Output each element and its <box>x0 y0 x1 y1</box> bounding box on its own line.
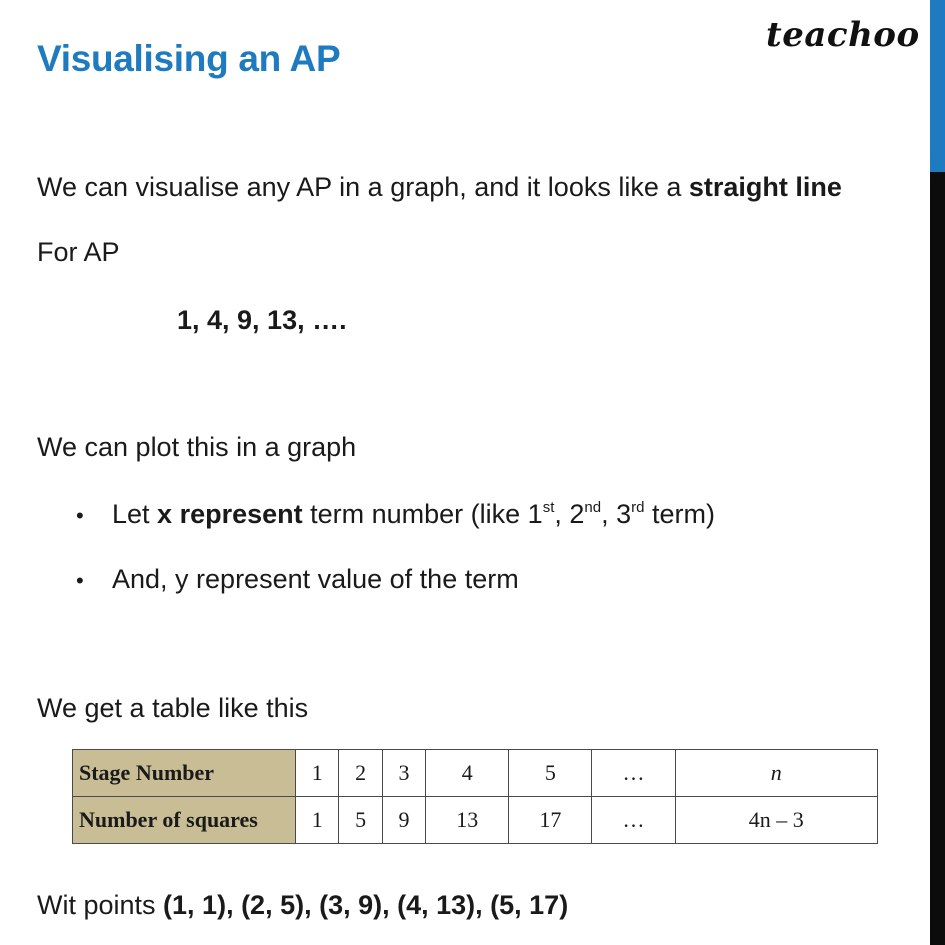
bullet-x-sep2: , 3 <box>601 499 632 529</box>
bullet-x-rest: term number (like 1 <box>302 499 543 529</box>
table-cell: 5 <box>339 797 382 844</box>
table-cell: 1 <box>296 750 339 797</box>
intro-text: We can visualise any AP in a graph, and it looks like a <box>37 172 689 202</box>
intro-paragraph <box>37 172 842 203</box>
table-row-header: Stage Number <box>73 750 296 797</box>
table-row <box>73 750 878 797</box>
bullet-dot: • <box>76 568 84 593</box>
table-cell: 1 <box>296 797 339 844</box>
points-line <box>37 890 568 921</box>
scrollbar-track[interactable] <box>930 0 945 945</box>
bullet-item-y: And, y represent value of the term <box>112 564 519 594</box>
table-cell: 17 <box>509 797 592 844</box>
points-label: Wit points <box>37 890 164 920</box>
table-cell: … <box>592 750 675 797</box>
teachoo-logo: teachoo <box>766 15 920 55</box>
scrollbar-thumb[interactable] <box>930 0 945 172</box>
ordinal-st: st <box>542 499 555 516</box>
ordinal-rd: rd <box>631 499 645 516</box>
table-cell: n <box>675 750 877 797</box>
terms-table <box>72 749 878 844</box>
table-cell: … <box>592 797 675 844</box>
bullet-dot: • <box>76 503 84 528</box>
plot-intro: We can plot this in a graph <box>37 432 357 462</box>
table-cell: 3 <box>382 750 425 797</box>
table-cell: 4 <box>426 750 509 797</box>
table-cell: 2 <box>339 750 382 797</box>
bullet-x-bold: x represent <box>157 499 303 529</box>
points-values: (1, 1), (2, 5), (3, 9), (4, 13), (5, 17) <box>163 890 569 920</box>
page-title: Visualising an AP <box>37 38 341 79</box>
for-ap-label: For AP <box>37 237 120 267</box>
table-cell: 13 <box>426 797 509 844</box>
table-row <box>73 797 878 844</box>
bullet-x-end: term) <box>644 499 715 529</box>
ordinal-nd: nd <box>584 499 602 516</box>
intro-emphasis: straight line <box>688 172 842 202</box>
bullet-x-prefix: Let <box>112 499 158 529</box>
bullet-x-sep1: , 2 <box>554 499 585 529</box>
table-cell: 5 <box>509 750 592 797</box>
table-cell: 4n – 3 <box>675 797 877 844</box>
table-row-header: Number of squares <box>73 797 296 844</box>
table-cell: 9 <box>382 797 425 844</box>
bullet-item-x <box>112 499 715 530</box>
sequence-text: 1, 4, 9, 13, …. <box>177 305 347 335</box>
table-intro: We get a table like this <box>37 693 309 723</box>
